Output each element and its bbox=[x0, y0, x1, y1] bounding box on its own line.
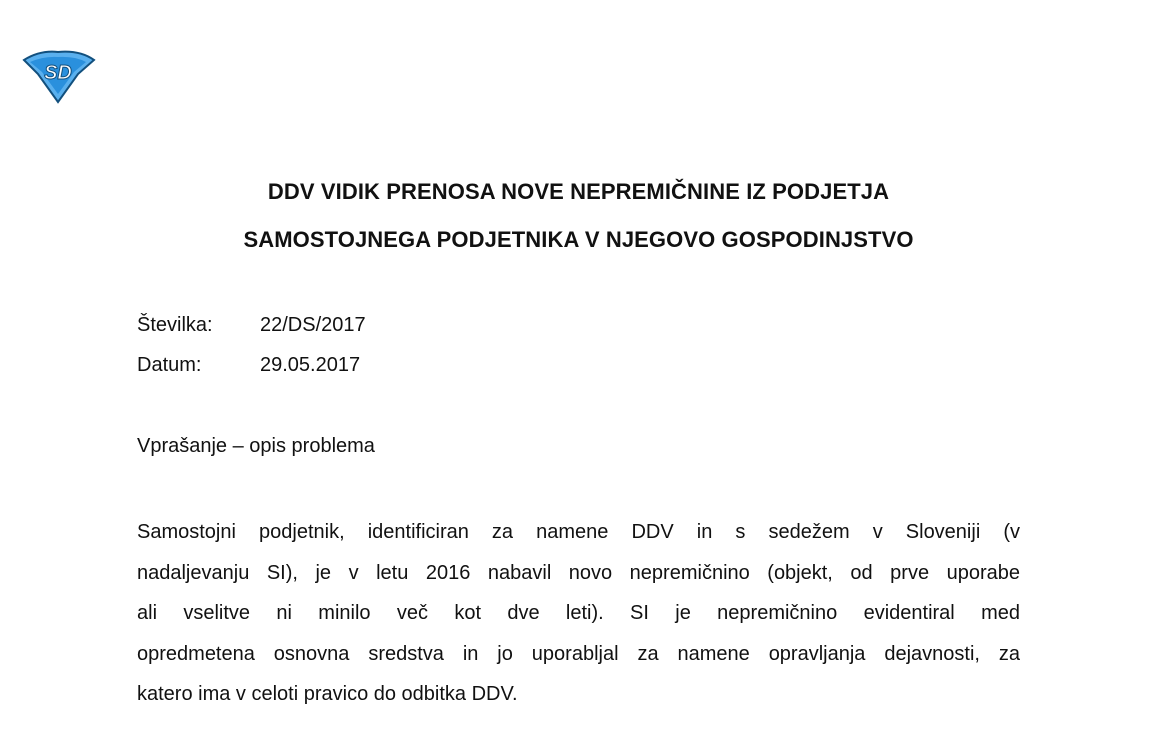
meta-number-row bbox=[137, 314, 366, 337]
paragraph-line: nadaljevanju SI), je v letu 2016 nabavil novo nepremičnino (objekt, od prve uporabe bbox=[137, 561, 1020, 584]
date-label: Datum: bbox=[137, 354, 202, 376]
number-label: Številka: bbox=[137, 314, 213, 336]
paragraph-line: ali vselitve ni minilo več kot dve leti). SI je nepremičnino evidentiral med bbox=[137, 602, 1020, 624]
section-heading: Vprašanje – opis problema bbox=[137, 435, 375, 457]
company-logo bbox=[20, 48, 96, 104]
number-value: 22/DS/2017 bbox=[260, 314, 366, 336]
paragraph-line: opredmetena osnovna sredstva in jo uporabljal za namene opravljanja dejavnosti, za bbox=[137, 642, 1020, 665]
date-value: 29.05.2017 bbox=[260, 354, 361, 376]
paragraph-line: Samostojni podjetnik, identificiran za namene DDV in s sedežem v Sloveniji (v bbox=[137, 521, 1020, 543]
sd-shield-logo-icon bbox=[20, 48, 96, 104]
document-title-line-2: SAMOSTOJNEGA PODJETNIKA V NJEGOVO GOSPODINJSTVO bbox=[243, 227, 914, 252]
paragraph-line: katero ima v celoti pravico do odbitka DDV. bbox=[137, 683, 518, 705]
body-paragraph bbox=[137, 512, 1020, 715]
meta-date-row bbox=[137, 354, 360, 377]
document-title-line-1: DDV VIDIK PRENOSA NOVE NEPREMIČNINE IZ PODJETJA bbox=[267, 179, 890, 204]
logo-text: SD bbox=[44, 62, 72, 84]
